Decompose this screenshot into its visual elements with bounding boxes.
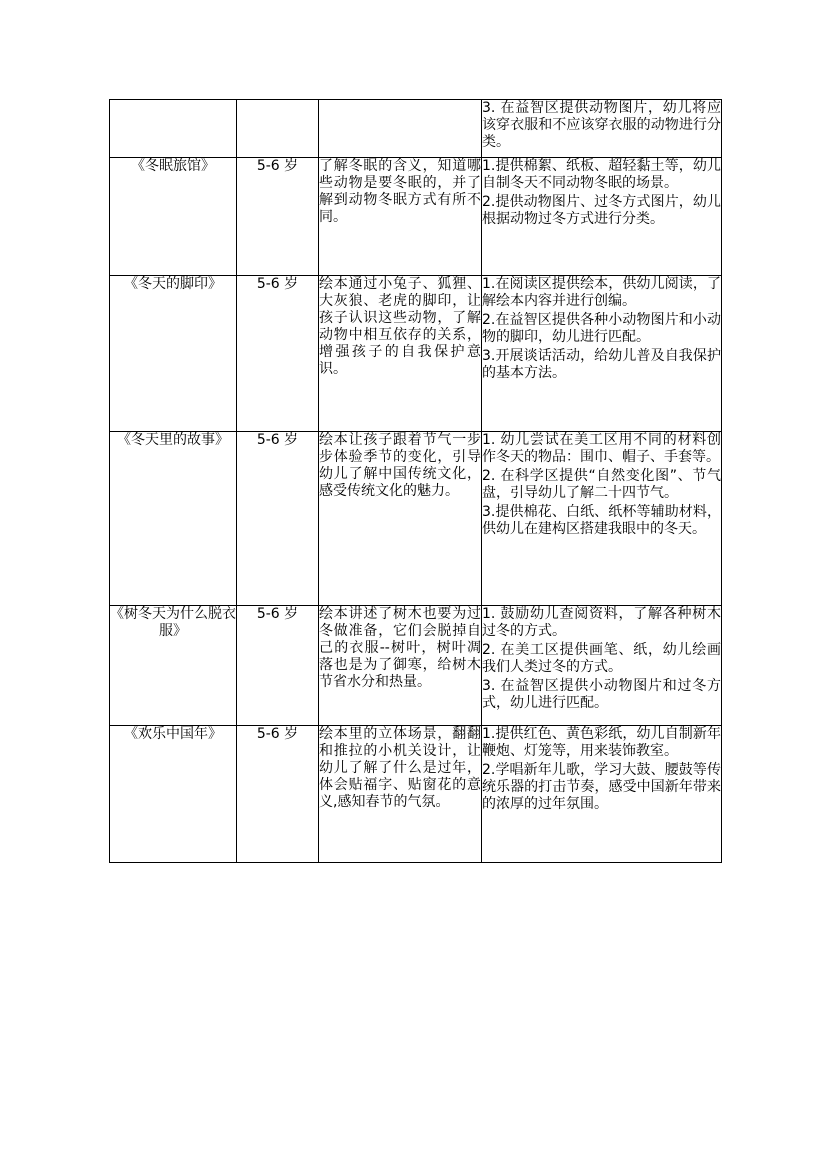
table-row bbox=[110, 158, 722, 276]
picture-book-activity-table bbox=[109, 99, 722, 863]
activity-item: 1. 鼓励幼儿查阅资料，了解各种树木过冬的方式。 bbox=[482, 606, 721, 639]
activity-item: 3.开展谈话活动，给幼儿普及自我保护的基本方法。 bbox=[482, 348, 721, 381]
activity-item: 3. 在益智区提供小动物图片和过冬方式，幼儿进行匹配。 bbox=[482, 678, 721, 711]
age-cell: 5-6 岁 bbox=[237, 606, 319, 726]
activity-item: 2.提供动物图片、过冬方式图片，幼儿根据动物过冬方式进行分类。 bbox=[482, 194, 721, 227]
activity-item: 3. 在益智区提供动物图片，幼儿将应该穿衣服和不应该穿衣服的动物进行分类。 bbox=[482, 100, 721, 150]
activity-item: 2. 在美工区提供画笔、纸，幼儿绘画我们人类过冬的方式。 bbox=[482, 642, 721, 675]
table-row bbox=[110, 432, 722, 606]
age-cell: 5-6 岁 bbox=[237, 276, 319, 432]
activity-item: 1.在阅读区提供绘本，供幼儿阅读，了解绘本内容并进行创编。 bbox=[482, 276, 721, 309]
activity-item: 3.提供棉花、白纸、纸杯等辅助材料，供幼儿在建构区搭建我眼中的冬天。 bbox=[482, 504, 721, 537]
book-title-cell: 《冬天里的故事》 bbox=[110, 432, 237, 606]
book-title-cell: 《冬眠旅馆》 bbox=[110, 158, 237, 276]
table-row bbox=[110, 100, 722, 158]
table-row bbox=[110, 726, 722, 863]
activity-item: 1. 幼儿尝试在美工区用不同的材料创作冬天的物品：围巾、帽子、手套等。 bbox=[482, 432, 721, 465]
book-title-cell: 《冬天的脚印》 bbox=[110, 276, 237, 432]
goal-cell: 绘本里的立体场景，翻翻和推拉的小机关设计，让幼儿了解了什么是过年，体会贴福字、贴窗花的意义,感知春节的气氛。 bbox=[319, 726, 482, 863]
activities-cell bbox=[482, 606, 722, 726]
book-title-cell: 《树冬天为什么脱衣服》 bbox=[110, 606, 237, 726]
age-cell: 5-6 岁 bbox=[237, 432, 319, 606]
activities-cell bbox=[482, 726, 722, 863]
goal-cell: 了解冬眠的含义，知道哪些动物是要冬眠的，并了解到动物冬眠方式有所不同。 bbox=[319, 158, 482, 276]
goal-cell: 绘本通过小兔子、狐狸、大灰狼、老虎的脚印，让孩子认识这些动物，了解动物中相互依存的关系，增强孩子的自我保护意识。 bbox=[319, 276, 482, 432]
age-cell: 5-6 岁 bbox=[237, 726, 319, 863]
goal-cell: 绘本让孩子跟着节气一步步体验季节的变化，引导幼儿了解中国传统文化，感受传统文化的魅力。 bbox=[319, 432, 482, 606]
activity-item: 1.提供红色、黄色彩纸，幼儿自制新年鞭炮、灯笼等，用来装饰教室。 bbox=[482, 726, 721, 759]
activity-item: 1.提供棉絮、纸板、超轻黏土等，幼儿自制冬天不同动物冬眠的场景。 bbox=[482, 158, 721, 191]
book-title-cell: 《欢乐中国年》 bbox=[110, 726, 237, 863]
goal-cell bbox=[319, 100, 482, 158]
activities-cell bbox=[482, 100, 722, 158]
activities-cell bbox=[482, 276, 722, 432]
table-row bbox=[110, 276, 722, 432]
goal-cell: 绘本讲述了树木也要为过冬做准备，它们会脱掉自己的衣服--树叶，树叶凋落也是为了御寒，给树木节省水分和热量。 bbox=[319, 606, 482, 726]
activity-item: 2. 在科学区提供“自然变化图”、节气盘，引导幼儿了解二十四节气。 bbox=[482, 468, 721, 501]
activities-cell bbox=[482, 432, 722, 606]
activity-item: 2.在益智区提供各种小动物图片和小动物的脚印，幼儿进行匹配。 bbox=[482, 312, 721, 345]
age-cell: 5-6 岁 bbox=[237, 158, 319, 276]
age-cell bbox=[237, 100, 319, 158]
book-title-cell bbox=[110, 100, 237, 158]
activities-cell bbox=[482, 158, 722, 276]
activity-item: 2.学唱新年儿歌，学习大鼓、腰鼓等传统乐器的打击节奏，感受中国新年带来的浓厚的过年氛围。 bbox=[482, 762, 721, 812]
table-row bbox=[110, 606, 722, 726]
